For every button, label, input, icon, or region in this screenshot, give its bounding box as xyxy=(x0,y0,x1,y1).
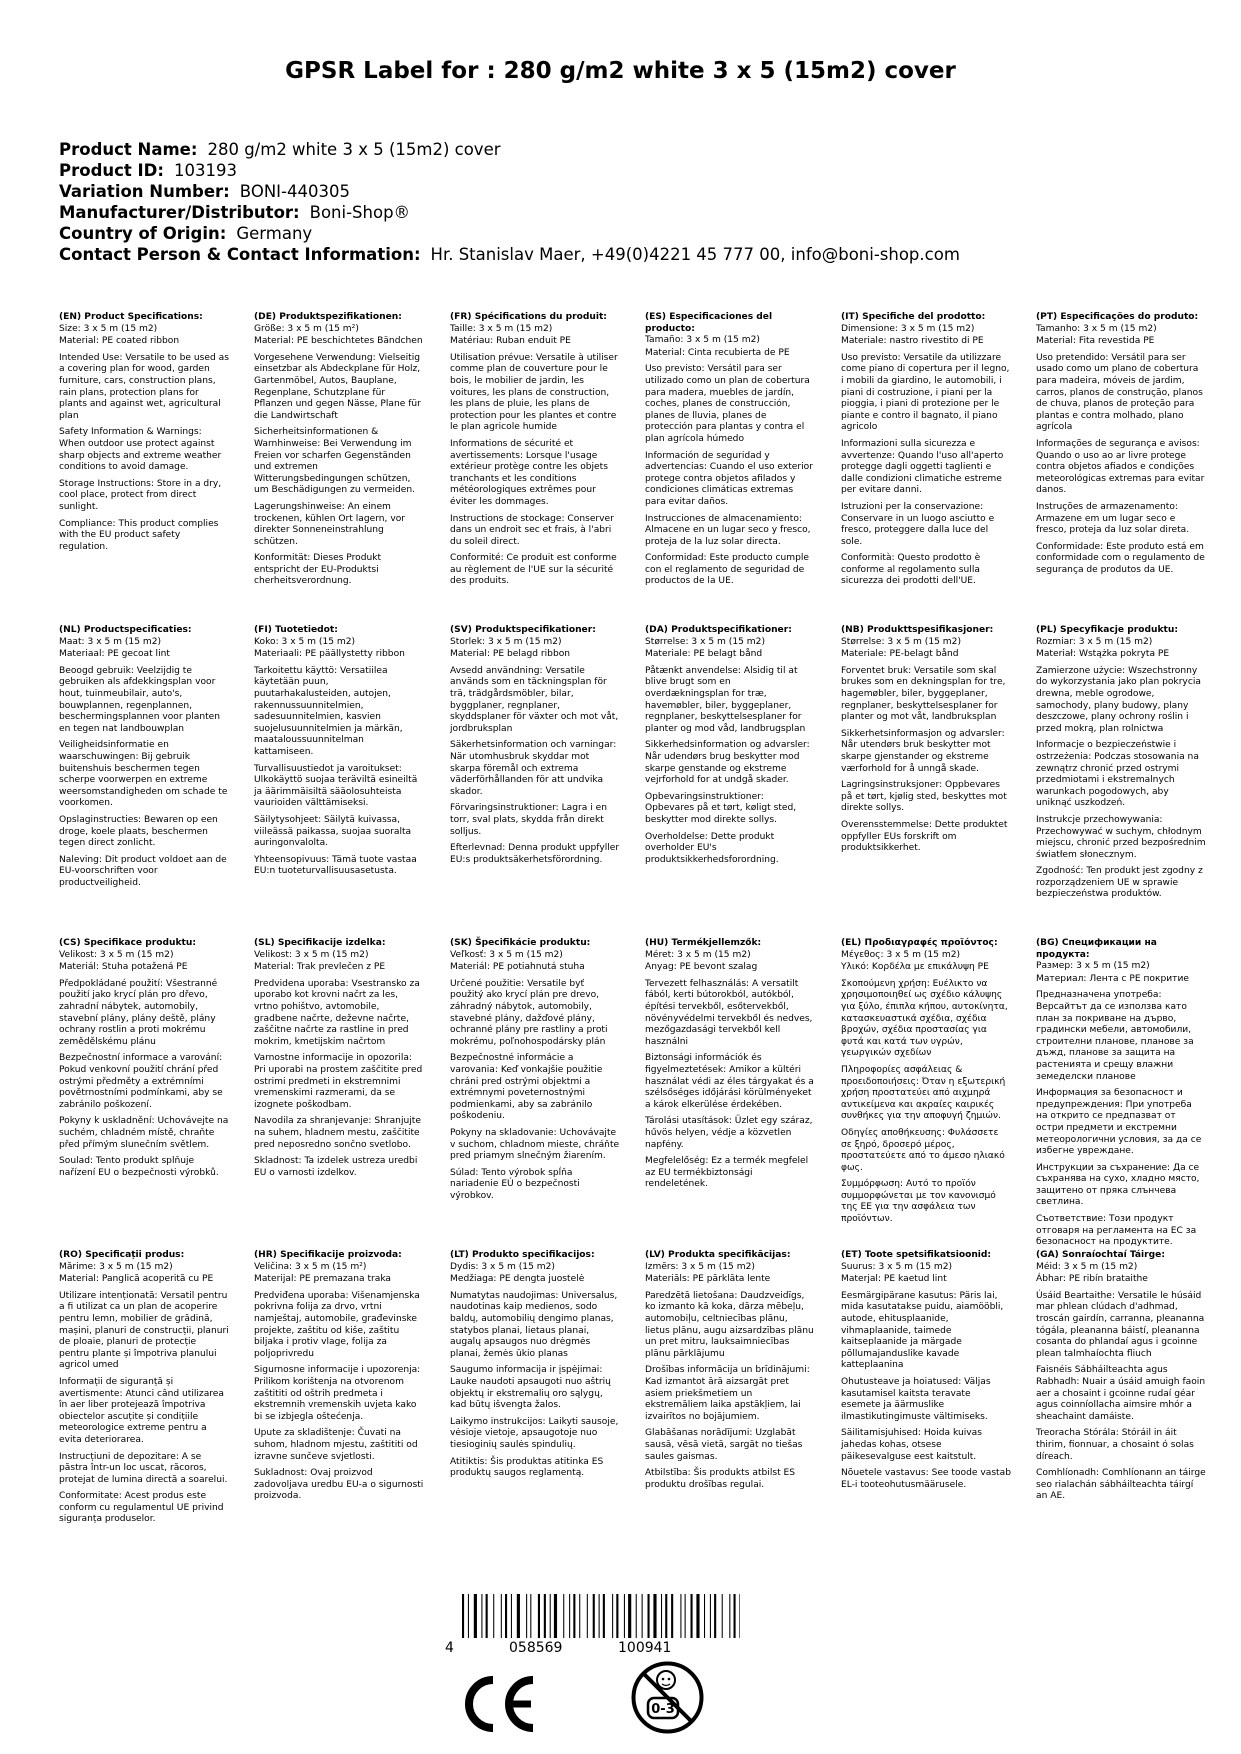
spec-paragraph: Förvaringsinstruktioner: Lagra i en torr, sval plats, skydda från direkt solljus. xyxy=(450,803,608,837)
spec-heading: (SL) Specifikacije izdelka: xyxy=(254,938,386,948)
spec-paragraph: Atitiktis: Šis produktas atitinka ES produktų saugos reglamentą. xyxy=(450,1456,604,1479)
spec-paragraph: Vorgesehene Verwendung: Vielseitig einsetzbar als Abdeckplane für Holz, Gartenmöbel, Autos, Bauplane, Regenplane, Schutzplane für Pflanzen und gegen Nässe, Plane für die Landwirtschaft xyxy=(254,352,421,421)
spec-paragraph: Drošības informācija un brīdinājumi: Kad izmantot ārā aizsargāt pret asiem priekšmetiem un ekstremāliem laika apstākļiem, lai izvairītos no bojājumiem. xyxy=(645,1365,810,1422)
spec-heading: (FI) Tuotetiedot: xyxy=(254,625,338,635)
spec-paragraph: Opbevaringsinstruktioner: Opbevares på et tørt, køligt sted, beskytter mod direkte sollys. xyxy=(645,791,797,825)
spec-paragraph: Material: Cinta recubierta de PE xyxy=(645,347,790,358)
spec-column xyxy=(645,938,815,1196)
spec-heading: (EL) Προδιαγραφές προϊόντος: xyxy=(841,938,998,948)
spec-size: Méid: 3 x 5 m (15 m2) xyxy=(1036,1261,1138,1272)
spec-column xyxy=(1036,625,1206,906)
barcode xyxy=(440,1594,740,1652)
spec-paragraph: Pokyny k uskladnění: Uchovávejte na suchém, chladném místě, chraňte před přímým slunečním světlem. xyxy=(59,1116,229,1150)
spec-column xyxy=(1036,312,1206,581)
spec-paragraph: Určené použitie: Versatile byť použitý ako krycí plán pre drevo, záhradný nábytok, automobily, stavebné plány, dažďové plány, ochranné plány pre rastliny a proti mokrému, poľnohospodársky plán xyxy=(450,978,608,1047)
spec-paragraph: Predviđena uporaba: Višenamjenska pokrivna folija za drvo, vrtni namještaj, automobile, građevinske projekte, zaštitu od kiše, zaštitu biljaka i protiv vlage, folija za poljoprivredu xyxy=(254,1290,420,1359)
spec-heading: (LV) Produkta specifikācijas: xyxy=(645,1250,791,1260)
spec-paragraph: Materiaal: PE gecoat lint xyxy=(59,649,170,660)
spec-size: Suurus: 3 x 5 m (15 m2) xyxy=(841,1261,953,1272)
spec-paragraph: Информация за безопасност и предупреждения: При употреба на открито се предпазват от остри предмети и екстремни метеорологични условия, за да се избегне увреждане. xyxy=(1036,1088,1202,1157)
spec-paragraph: Material: Trak prevlečen z PE xyxy=(254,962,386,973)
spec-paragraph: Súlad: Tento výrobok spĺňa nariadenie EÚ o bezpečnosti výrobkov. xyxy=(450,1167,580,1201)
spec-column xyxy=(645,625,815,871)
spec-heading: (ES) Especificaciones del producto: xyxy=(645,312,773,334)
product-name-row xyxy=(59,139,960,160)
spec-paragraph: Инструкции за съхранение: Да се съхранява на сухо, хладно място, защитено от пряка слънчева светлина. xyxy=(1036,1162,1200,1208)
spec-paragraph: Materiale: PE belagt bånd xyxy=(645,649,763,660)
spec-paragraph: Συμμόρφωση: Αυτό το προϊόν συμμορφώνεται με τον κανονισμό της ΕΕ για την ασφάλεια των προϊόντων. xyxy=(841,1179,996,1225)
spec-paragraph: Ábhar: PE ribín brataithe xyxy=(1036,1274,1148,1285)
spec-paragraph: Informații de siguranță și avertismente: Atunci când utilizarea în aer liber protejează împotriva obiectelor ascuțite și condițiile meteorologice extreme pentru a evita deteriorarea. xyxy=(59,1376,224,1445)
spec-paragraph: Materiál: PE potiahnutá stuha xyxy=(450,962,585,973)
spec-column xyxy=(450,625,620,871)
age-0-3-warning-icon xyxy=(630,1660,705,1735)
spec-paragraph: Upute za skladištenje: Čuvati na suhom, hladnom mjestu, zaštititi od izravne sunčeve svjetlosti. xyxy=(254,1428,418,1462)
barcode-left-digits: 058569 xyxy=(509,1640,563,1656)
spec-column xyxy=(59,938,229,1184)
spec-heading: (NL) Productspecificaties: xyxy=(59,625,192,635)
spec-paragraph: Medžiaga: PE dengta juostelė xyxy=(450,1274,585,1285)
spec-size: Размер: 3 x 5 m (15 m2) xyxy=(1036,961,1150,972)
spec-column xyxy=(254,625,424,883)
spec-paragraph: Biztonsági információk és figyelmeztetések: Amikor a kültéri használat védi az éles tárgyakat és a szélsőséges időjárási körülményeket a károk elkerülése érdekében. xyxy=(645,1053,814,1110)
spec-heading: (BG) Спецификации на продукта: xyxy=(1036,938,1157,960)
spec-paragraph: Utilizare intenționată: Versatil pentru a fi utilizat ca un plan de acoperire pentru lemn, mobilier de grădină, mașini, planuri de construcții, planuri de ploaie, planuri de protecție pentru plante și împotriva planului agricol umed xyxy=(59,1290,229,1371)
spec-paragraph: Instrucțiuni de depozitare: A se păstra într-un loc uscat, răcoros, protejat de lumina directă a soarelui. xyxy=(59,1451,228,1485)
spec-paragraph: Faisnéis Sábháilteachta agus Rabhadh: Nuair a úsáid amuigh faoin aer a chosaint i gcoinne rudaí géar agus coinníollacha aimsire mhór a sheachaint damáiste. xyxy=(1036,1365,1206,1422)
spec-paragraph: Navodila za shranjevanje: Shranjujte na suhem, hladnem mestu, zaščitite pred neposredno sončno svetlobo. xyxy=(254,1116,421,1150)
spec-heading: (RO) Specificații produs: xyxy=(59,1250,185,1260)
barcode-right-digits: 100941 xyxy=(618,1640,672,1656)
spec-size: Size: 3 x 5 m (15 m2) xyxy=(59,323,158,334)
product-info xyxy=(59,139,960,265)
spec-size: Veličina: 3 x 5 m (15 m²) xyxy=(254,1261,367,1272)
spec-column xyxy=(841,625,1011,860)
spec-heading: (ET) Toote spetsifikatsioonid: xyxy=(841,1250,992,1260)
spec-paragraph: Material: PE coated ribbon xyxy=(59,336,180,347)
spec-paragraph: Uso pretendido: Versátil para ser usado como um plano de cobertura para madeira, móveis de jardim, carros, planos de construção, planos de chuva, planos de proteção para plantas e contra molhado, plano agrícola xyxy=(1036,352,1203,433)
spec-size: Größe: 3 x 5 m (15 m²) xyxy=(254,323,359,334)
spec-paragraph: Σκοπούμενη χρήση: Ευέλικτο να χρησιμοποιηθεί ως σχέδιο κάλυψης για ξύλο, έπιπλα κήπου, αυτοκίνητα, κατασκευαστικά σχέδια, σχέδια βροχών, σχέδια προστασίας για φυτά και κατά των υγρών, γεωργικών σχεδίων xyxy=(841,978,1008,1059)
spec-column xyxy=(450,1250,620,1485)
spec-paragraph: Materiál: Stuha potažená PE xyxy=(59,962,188,973)
spec-paragraph: Yhteensopivuus: Tämä tuote vastaa EU:n tuoteturvallisuusasetusta. xyxy=(254,854,417,877)
spec-paragraph: Lagringsinstruksjoner: Oppbevares på et tørt, kjølig sted, beskyttes mot direkte sollys. xyxy=(841,780,1007,814)
spec-size: Dydis: 3 x 5 m (15 m2) xyxy=(450,1261,555,1272)
spec-paragraph: Material: Panglică acoperită cu PE xyxy=(59,1274,214,1285)
spec-paragraph: Numatytas naudojimas: Universalus, naudotinas kaip medienos, sodo baldų, automobilių dengimo planas, statybos planai, lietaus planai, augalų apsaugos nuo drėgmės planai, žemės ūkio planas xyxy=(450,1290,618,1359)
origin-label: Country of Origin: xyxy=(59,224,227,243)
spec-paragraph: Soulad: Tento produkt splňuje nařízení EU o bezpečnosti výrobků. xyxy=(59,1156,219,1178)
spec-column xyxy=(1036,938,1206,1254)
variation-value: BONI-440305 xyxy=(239,182,350,201)
spec-paragraph: Instructions de stockage: Conserver dans un endroit sec et frais, à l'abri du soleil direct. xyxy=(450,513,614,547)
spec-paragraph: Compliance: This product complies with the EU product safety regulation. xyxy=(59,518,219,552)
spec-size: Dimensione: 3 x 5 m (15 m2) xyxy=(841,323,975,334)
spec-paragraph: Предназначена употреба: Версайтът да се използва като план за покриване на дърво, градински мебели, автомобили, строителни планове, планове за дъжд, планове за защита на растенията и срещу влажни земеделски планове xyxy=(1036,990,1194,1082)
spec-paragraph: Uso previsto: Versatile da utilizzare come piano di copertura per il legno, i mobili da giardino, le automobili, i piani di costruzione, i piani per la pioggia, i piani di protezione per le piante e contro il bagnato, il piano agricolo xyxy=(841,352,1010,433)
spec-size: Μέγεθος: 3 x 5 m (15 m2) xyxy=(841,949,961,960)
spec-paragraph: Conformitate: Acest produs este conform cu regulamentul UE privind siguranța produselor. xyxy=(59,1491,224,1525)
spec-paragraph: Pokyny na skladovanie: Uchovávajte v suchom, chladnom mieste, chráňte pred priamym slnečným žiarením. xyxy=(450,1127,620,1162)
spec-paragraph: Tervezett felhasználás: A versatilt fából, kerti bútorokból, autókból, építési tervekből, esőtervekből, növényvédelmi tervekből és nedves, mezőgazdasági tervekből kell használni xyxy=(645,978,813,1047)
ce-mark-icon xyxy=(459,1674,539,1734)
spec-paragraph: Informazioni sulla sicurezza e avvertenze: Quando l'uso all'aperto protegge dagli oggetti taglienti e dalle condizioni climatiche estreme per evitare danni. xyxy=(841,438,1004,496)
spec-paragraph: Overensstemmelse: Dette produktet oppfyller EUs forskrift om produktsikkerhet. xyxy=(841,819,1008,854)
spec-paragraph: Beoogd gebruik: Veelzijdig te gebruiken als afdekkingsplan voor hout, tuinmeubilair, auto's, bouwplannen, regenplannen, beschermingsplannen voor planten en tegen nat landbouwplan xyxy=(59,665,221,734)
spec-paragraph: Zamierzone użycie: Wszechstronny do wykorzystania jako plan pokrycia drewna, meble ogrodowe, samochody, plany budowy, plany deszczowe, plany ochrony roślin i przed mokrą, plan rolnictwa xyxy=(1036,665,1201,734)
spec-paragraph: Conformidade: Este produto está em conformidade com o regulamento de segurança de produtos da UE. xyxy=(1036,541,1205,575)
product-id-value: 103193 xyxy=(173,161,237,180)
spec-paragraph: Conformidad: Este producto cumple con el reglamento de seguridad de productos de la UE. xyxy=(645,553,809,587)
spec-heading: (FR) Spécifications du produit: xyxy=(450,312,607,322)
spec-size: Størrelse: 3 x 5 m (15 m2) xyxy=(645,636,766,647)
spec-heading: (CS) Specifikace produktu: xyxy=(59,938,196,948)
spec-paragraph: Atbilstība: Šis produkts atbilst ES produktu drošības regulai. xyxy=(645,1468,796,1490)
spec-heading: (SK) Špecifikácie produktu: xyxy=(450,938,591,948)
spec-paragraph: Material: PE beschichtetes Bändchen xyxy=(254,336,423,347)
spec-paragraph: Sikkerhetsinformasjon og advarsler: Når utendørs bruk beskytter mot skarpe gjenstander og ekstreme værforhold for å unngå skade. xyxy=(841,728,1005,774)
spec-column xyxy=(1036,1250,1206,1508)
spec-column xyxy=(450,312,620,593)
spec-paragraph: Avsedd användning: Versatile används som en täckningsplan för trä, trädgårdsmöbler, bilar, byggplaner, regnplaner, skyddsplaner för växter och mot våt, jordbruksplan xyxy=(450,665,619,734)
spec-paragraph: Uso previsto: Versátil para ser utilizado como un plan de cobertura para madera, muebles de jardín, coches, planes de construcción, planes de lluvia, planes de protección para plantas y contra el plan agrícola húmedo xyxy=(645,364,810,444)
spec-size: Velikost: 3 x 5 m (15 m2) xyxy=(59,949,174,960)
spec-heading: (DE) Produktspezifikationen: xyxy=(254,312,402,322)
spec-paragraph: Naleving: Dit product voldoet aan de EU-voorschriften voor productveiligheid. xyxy=(59,854,227,888)
spec-paragraph: Säkerhetsinformation och varningar: När utomhusbruk skyddar mot skarpa föremål och extrema väderförhållanden för att undvika skador. xyxy=(450,740,617,797)
spec-paragraph: Storage Instructions: Store in a dry, cool place, protect from direct sunlight. xyxy=(59,478,222,512)
spec-paragraph: Lagerungshinweise: An einem trockenen, kühlen Ort lagern, vor direkter Sonneneinstrahlung schützen. xyxy=(254,501,406,547)
spec-paragraph: Informações de segurança e avisos: Quando o uso ao ar livre protege contra objetos afiados e condições meteorológicas extremas para evitar danos. xyxy=(1036,438,1205,496)
product-name-label: Product Name: xyxy=(59,140,198,159)
spec-paragraph: Påtænkt anvendelse: Alsidig til at blive brugt som en overdækningsplan for træ, havemøbler, biler, byggeplaner, regnplaner, beskyttelsesplaner for planter og mod våd, landbrugsplan xyxy=(645,665,806,734)
spec-column xyxy=(254,938,424,1184)
spec-heading: (NB) Produkttspesifikasjoner: xyxy=(841,625,994,635)
spec-paragraph: Säilytysohjeet: Säilytä kuivassa, viileässä paikassa, suojaa suoralta auringonvalolta. xyxy=(254,814,412,849)
spec-paragraph: Veiligheidsinformatie en waarschuwingen: Bij gebruik buitenshuis beschermen tegen scherpe voorwerpen en extreme weersomstandigheden om schade te voorkomen. xyxy=(59,740,228,809)
spec-paragraph: Instrukcje przechowywania: Przechowywać w suchym, chłodnym miejscu, chronić przed bezpośrednim światłem słonecznym. xyxy=(1036,814,1206,860)
spec-paragraph: Konformität: Dieses Produkt entspricht der EU-Produktsi cherheitsverordnung. xyxy=(254,553,382,587)
spec-heading: (DA) Produktspecifikationer: xyxy=(645,625,792,635)
spec-heading: (PT) Especificações do produto: xyxy=(1036,312,1199,322)
spec-paragraph: Overholdelse: Dette produkt overholder EU's produktsikkerhedsforordning. xyxy=(645,831,779,865)
spec-paragraph: Safety Information & Warnings: When outdoor use protect against sharp objects and extreme weather conditions to avoid damage. xyxy=(59,427,222,473)
spec-paragraph: Materiāls: PE pārklāta lente xyxy=(645,1274,771,1285)
spec-size: Veľkosť: 3 x 5 m (15 m2) xyxy=(450,949,563,960)
manufacturer-value: Boni-Shop® xyxy=(309,203,411,222)
spec-paragraph: Πληροφορίες ασφάλειας & προειδοποιήσεις: Όταν η εξωτερική χρήση προστατεύει από αιχμηρά αντικείμενα και ακραίες καιρικές συνθήκες για την αποφυγή ζημιών. xyxy=(841,1064,1006,1122)
spec-paragraph: Οδηγίες αποθήκευσης: Φυλάσσετε σε ξηρό, δροσερό μέρος, προστατεύετε από το άμεσο ηλιακό φως. xyxy=(841,1127,1005,1173)
spec-size: Taille: 3 x 5 m (15 m2) xyxy=(450,323,553,334)
spec-paragraph: Efterlevnad: Denna produkt uppfyller EU:s produktsäkerhetsförordning. xyxy=(450,843,620,865)
spec-size: Storlek: 3 x 5 m (15 m2) xyxy=(450,636,562,647)
spec-paragraph: Matériau: Ruban enduit PE xyxy=(450,336,571,347)
manufacturer-row xyxy=(59,202,960,223)
origin-row xyxy=(59,223,960,244)
spec-paragraph: Anyag: PE bevont szalag xyxy=(645,962,758,973)
product-id-row xyxy=(59,160,960,181)
spec-size: Méret: 3 x 5 m (15 m2) xyxy=(645,949,751,960)
contact-value: Hr. Stanislav Maer, +49(0)4221 45 777 00, info@boni-shop.com xyxy=(430,245,960,264)
spec-size: Maat: 3 x 5 m (15 m2) xyxy=(59,636,162,647)
spec-paragraph: Materijal: PE premazana traka xyxy=(254,1274,392,1285)
spec-size: Tamanho: 3 x 5 m (15 m2) xyxy=(1036,323,1157,334)
spec-heading: (EN) Product Specifications: xyxy=(59,312,203,322)
spec-paragraph: Turvallisuustiedot ja varoitukset: Ulkokäyttö suojaa teräviltä esineiltä ja äärimmäisiltä sääolosuhteista vaurioiden välttämiseksi. xyxy=(254,763,418,809)
spec-paragraph: Conformità: Questo prodotto è conforme al regolamento sulla sicurezza dei prodotti dell'UE. xyxy=(841,553,981,587)
spec-size: Koko: 3 x 5 m (15 m2) xyxy=(254,636,356,647)
page-title: GPSR Label for : 280 g/m2 white 3 x 5 (15m2) cover xyxy=(285,58,956,84)
spec-paragraph: Säilitamisjuhised: Hoida kuivas jahedas kohas, otsese päikesevalguse eest kaitstult. xyxy=(841,1428,982,1462)
variation-row xyxy=(59,181,960,202)
spec-heading: (LT) Produkto specifikacijos: xyxy=(450,1250,595,1260)
spec-paragraph: Informacje o bezpieczeństwie i ostrzeżenia: Podczas stosowania na zewnątrz chronić przed ostrymi przedmiotami i ekstremalnych warunkach pogodowych, aby uniknąć uszkodzeń. xyxy=(1036,740,1199,809)
spec-paragraph: Información de seguridad y advertencias: Cuando el uso exterior protege contra objetos afilados y condiciones climáticas extremas para evitar daños. xyxy=(645,450,813,507)
age-range-label: 0-3 xyxy=(651,1702,675,1717)
product-id-label: Product ID: xyxy=(59,161,164,180)
spec-paragraph: Tárolási utasítások: Üzlet egy száraz, hűvös helyen, védje a közvetlen napfény. xyxy=(645,1116,813,1150)
spec-paragraph: Materiał: Wstążka pokryta PE xyxy=(1036,649,1170,660)
spec-paragraph: Materiale: PE-belagt bånd xyxy=(841,649,959,660)
spec-paragraph: Saugumo informacija ir įspėjimai: Lauke naudoti apsaugoti nuo aštrių objektų ir ekstremalių oro sąlygų, kad būtų išvengta žalos. xyxy=(450,1365,611,1411)
spec-paragraph: Material: Fita revestida PE xyxy=(1036,336,1155,347)
spec-paragraph: Sikkerhedsinformation og advarsler: Når udendørs brug beskytter mod skarpe genstande og ekstreme vejrforhold for at undgå skader. xyxy=(645,740,810,786)
spec-paragraph: Sicherheitsinformationen & Warnhinweise: Bei Verwendung im Freien vor scharfen Gegenständen und extremen Witterungsbedingungen schützen, um Beschädigungen zu vermeiden. xyxy=(254,427,416,496)
spec-paragraph: Material: PE belagd ribbon xyxy=(450,649,571,660)
spec-heading: (HU) Termékjellemzők: xyxy=(645,938,762,948)
spec-column xyxy=(254,1250,424,1508)
spec-size: Størrelse: 3 x 5 m (15 m2) xyxy=(841,636,962,647)
product-name-value: 280 g/m2 white 3 x 5 (15m2) cover xyxy=(207,140,501,159)
contact-label: Contact Person & Contact Information: xyxy=(59,245,421,264)
spec-paragraph: Nõuetele vastavus: See toode vastab EL-i tooteohutusmäärusele. xyxy=(841,1468,1011,1490)
spec-paragraph: Glabāšanas norādījumi: Uzglabāt sausā, vēsā vietā, sargāt no tiešas saules gaismas. xyxy=(645,1428,803,1462)
spec-paragraph: Instrucciones de almacenamiento: Almacene en un lugar seco y fresco, proteja de la luz solar directa. xyxy=(645,513,811,547)
spec-paragraph: Předpokládané použití: Všestranné použití jako krycí plán pro dřevo, zahradní nábytek, automobily, stavební plány, plány deště, plány ochrany rostlin a proti mokrému zemědělskému plánu xyxy=(59,978,218,1047)
spec-heading: (SV) Produktspecifikationer: xyxy=(450,625,596,635)
spec-paragraph: Sukladnost: Ovaj proizvod zadovoljava uredbu EU-a o sigurnosti proizvoda. xyxy=(254,1468,424,1502)
spec-paragraph: Istruzioni per la conservazione: Conservare in un luogo asciutto e fresco, proteggere dalla luce del sole. xyxy=(841,501,995,547)
spec-paragraph: Megfelelőség: Ez a termék megfelel az EU termékbiztonsági rendeletének. xyxy=(645,1156,809,1190)
spec-heading: (PL) Specyfikacje produktu: xyxy=(1036,625,1178,635)
spec-paragraph: Paredzētā lietošana: Daudzveidīgs, ko izmanto kā koka, dārza mēbeļu, automobiļu, celtniecības plānu, lietus plānu, augu aizsardzības plānu un pret mitru, lauksaimniecības plānu pārklājumu xyxy=(645,1290,814,1359)
barcode-first-digit: 4 xyxy=(445,1640,454,1656)
spec-paragraph: Comhlíonadh: Comhlíonann an táirge seo rialachán sábháilteachta táirgí an AE. xyxy=(1036,1468,1206,1502)
spec-paragraph: Instruções de armazenamento: Armazene em um lugar seco e fresco, proteja da luz solar direta. xyxy=(1036,501,1190,536)
spec-paragraph: Zgodność: Ten produkt jest zgodny z rozporządzeniem UE w sprawie bezpieczeństwa produktów. xyxy=(1036,866,1203,900)
spec-paragraph: Съответствие: Този продукт отговаря на регламента на ЕС за безопасност на продуктите. xyxy=(1036,1214,1197,1248)
spec-paragraph: Intended Use: Versatile to be used as a covering plan for wood, garden furniture, cars, construction plans, rain plans, protection plans for plants and against wet, agricultural plan xyxy=(59,352,229,421)
spec-paragraph: Υλικό: Κορδέλα με επικάλυψη PE xyxy=(841,962,989,973)
manufacturer-label: Manufacturer/Distributor: xyxy=(59,203,300,222)
spec-column xyxy=(645,312,815,593)
spec-column xyxy=(841,312,1011,593)
spec-paragraph: Bezpečnostní informace a varování: Pokud venkovní použití chrání před ostrými předměty a extrémními povětrnostními podmínkami, aby se zabránilo poškození. xyxy=(59,1053,223,1110)
spec-heading: (GA) Sonraíochtaí Táirge: xyxy=(1036,1250,1165,1260)
spec-paragraph: Opslaginstructies: Bewaren op een droge, koele plaats, beschermen tegen direct zonlicht. xyxy=(59,814,218,849)
spec-paragraph: Predvidena uporaba: Vsestransko za uporabo kot krovni načrt za les, vrtno pohištvo, avtomobile, gradbene načrte, deževne načrte, zaščitne načrte za rastline in pred mokrim, kmetijskim načrtom xyxy=(254,978,420,1047)
spec-column xyxy=(841,938,1011,1231)
spec-paragraph: Laikymo instrukcijos: Laikyti sausoje, vėsioje vietoje, apsaugotoje nuo tiesioginių saulės spindulių. xyxy=(450,1416,619,1450)
spec-size: Mărime: 3 x 5 m (15 m2) xyxy=(59,1261,173,1272)
variation-label: Variation Number: xyxy=(59,182,230,201)
spec-size: Tamaño: 3 x 5 m (15 m2) xyxy=(645,335,760,346)
spec-paragraph: Tarkoitettu käyttö: Versatiilea käytetään puun, puutarhakalusteiden, autojen, rakennussuunnitelmien, sadesuunnitelmien, kasvien suojelusuunnitelmien ja märkän, maataloussuunnitelman kattamiseen. xyxy=(254,665,403,757)
spec-column xyxy=(841,1250,1011,1496)
spec-paragraph: Materiale: nastro rivestito di PE xyxy=(841,336,984,347)
spec-column xyxy=(254,312,424,593)
spec-heading: (HR) Specifikacije proizvoda: xyxy=(254,1250,402,1260)
spec-paragraph: Treoracha Stórála: Stóráil in áit thirim, fionnuar, a chosaint ó solas díreach. xyxy=(1036,1428,1194,1462)
spec-paragraph: Sigurnosne informacije i upozorenja: Prilikom korištenja na otvorenom zaštititi od oštrih predmeta i ekstremnih vremenskih uvjeta kako bi se izbjegla oštećenja. xyxy=(254,1365,421,1422)
spec-paragraph: Материал: Лента с PE покритие xyxy=(1036,973,1189,984)
spec-paragraph: Eesmärgipärane kasutus: Päris lai, mida kasutatakse puidu, aiamööbli, autode, ehitusplaanide, vihmaplaanide, taimede kaitseplaanide ja märgade põllumajanduslike kavade katteplaanina xyxy=(841,1290,1004,1371)
spec-heading: (IT) Specifiche del prodotto: xyxy=(841,312,986,322)
spec-paragraph: Materjal: PE kaetud lint xyxy=(841,1274,947,1285)
spec-column xyxy=(59,312,229,558)
spec-column xyxy=(645,1250,815,1496)
spec-column xyxy=(450,938,620,1207)
spec-paragraph: Forventet bruk: Versatile som skal brukes som en dekningsplan for tre, hagemøbler, biler, byggeplaner, regnplaner, beskyttelsesplaner for planter og mot våt, landbruksplan xyxy=(841,665,1006,723)
spec-paragraph: Skladnost: Ta izdelek ustreza uredbi EU o varnosti izdelkov. xyxy=(254,1156,418,1178)
spec-column xyxy=(59,1250,229,1531)
spec-size: Velikost: 3 x 5 m (15 m2) xyxy=(254,949,369,960)
spec-paragraph: Úsáid Beartaithe: Versatile le húsáid mar phlean clúdach d'adhmad, troscán gairdín, carranna, pleananna tógála, pleananna báistí, pleananna cosanta do phlandaí agus i gcoinne plean talmhaíochta fliuch xyxy=(1036,1290,1205,1359)
spec-paragraph: Bezpečnostné informácie a varovania: Keď vonkajšie použitie chráni pred ostrými objektmi a extrémnymi poveternostnými podmienkami, aby sa zabránilo poškodeniu. xyxy=(450,1053,603,1122)
spec-size: Izmērs: 3 x 5 m (15 m2) xyxy=(645,1261,755,1272)
spec-paragraph: Informations de sécurité et avertissements: Lorsque l'usage extérieur protège contre les objets tranchants et les conditions météorologiques extrêmes pour éviter les dommages. xyxy=(450,438,608,507)
origin-value: Germany xyxy=(236,224,313,243)
spec-paragraph: Conformité: Ce produit est conforme au règlement de l'UE sur la sécurité des produits. xyxy=(450,553,617,587)
spec-paragraph: Utilisation prévue: Versatile à utiliser comme plan de couverture pour le bois, le mobilier de jardin, les voitures, les plans de construction, les plans de pluie, les plans de protection pour les plantes et contre le plan agricole humide xyxy=(450,352,618,433)
spec-column xyxy=(59,625,229,894)
spec-paragraph: Varnostne informacije in opozorila: Pri uporabi na prostem zaščitite pred ostrimi predmeti in ekstremnimi vremenskimi razmerami, da se izognete poškodbam. xyxy=(254,1053,423,1110)
spec-size: Rozmiar: 3 x 5 m (15 m2) xyxy=(1036,636,1153,647)
contact-row xyxy=(59,244,960,265)
spec-paragraph: Materiaali: PE päällystetty ribbon xyxy=(254,649,405,660)
spec-paragraph: Ohutusteave ja hoiatused: Väljas kasutamisel kaitsta teravate esemete ja äärmuslike ilmastikutingimuste vältimiseks. xyxy=(841,1376,991,1422)
